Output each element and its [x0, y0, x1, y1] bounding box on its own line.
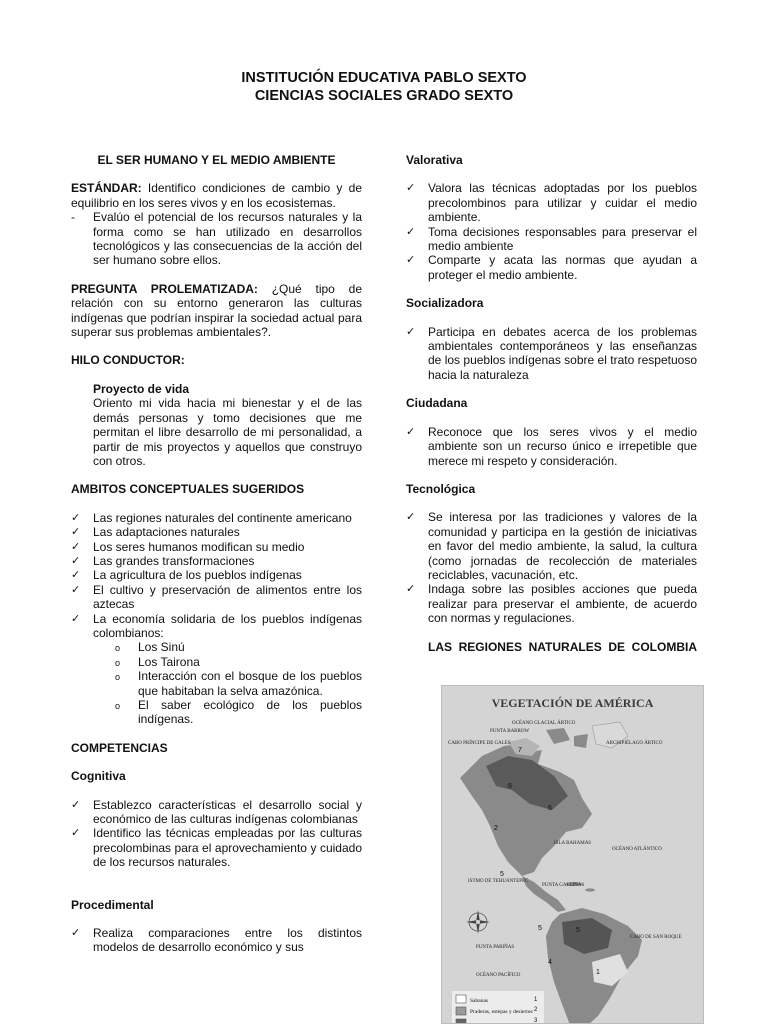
vegetation-map [441, 685, 704, 1024]
course-name: CIENCIAS SOCIALES GRADO SEXTO [254, 88, 514, 104]
list-item: ✓ Indaga sobre las posibles acciones que pueda realizar para preservar el ambiente, de acuerdo con normas y regulaciones. [406, 582, 697, 625]
pregunta-label: PREGUNTA PROLEMATIZADA: [71, 281, 258, 296]
list-item: ✓ Las adaptaciones naturales [71, 525, 362, 539]
ambitos-title: AMBITOS CONCEPTUALES SUGERIDOS [71, 482, 305, 497]
list-item: ✓ La economía solidaria de los pueblos indígenas colombianos: [71, 612, 362, 641]
map-label: OCÉANO GLACIAL ÁRTICO [512, 721, 576, 726]
region-number: 7 [518, 747, 522, 754]
list-item: ✓ Realiza comparaciones entre los distintos modelos de desarrollo económico y sus [71, 926, 362, 955]
socializadora-list [406, 325, 697, 383]
legend-number: 3 [534, 1018, 538, 1024]
map-label: PUNTA PARIÑAS [476, 945, 515, 950]
list-item: ✓ Las regiones naturales del continente americano [71, 511, 362, 525]
proyecto-text: Oriento mi vida hacia mi bienestar y el de las demás personas y tomo decisiones que me permitan el libre desarrollo de mi personalidad, a partir de mis proyectos y aquellos que construyo con otros. [93, 396, 362, 468]
left-column [71, 153, 362, 955]
central-america-shape [522, 876, 566, 912]
region-number: 2 [494, 825, 498, 832]
procedimental-list [71, 926, 362, 955]
region-number: 5 [576, 927, 580, 934]
map-label: ARCHIPIÉLAGO ÁRTICO [606, 741, 663, 746]
map-label: CABO DE SAN ROQUE [630, 935, 682, 940]
cognitiva-list [71, 798, 362, 870]
region-number: 1 [596, 969, 600, 976]
map-title: VEGETACIÓN DE AMÉRICA [491, 696, 654, 710]
legend-label: Praderas, estepas y desiertos [470, 1009, 533, 1015]
regiones-title: LAS REGIONES NATURALES DE COLOMBIA [428, 639, 697, 654]
pregunta-text: ¿Qué tipo de relación con su entorno generaron las culturas indígenas que podrían inspirar la sociedad actual para superar sus problemas ambientales?. [71, 281, 362, 340]
valorativa-title: Valorativa [406, 153, 463, 167]
list-item: ✓ La agricultura de los pueblos indígenas [71, 568, 362, 582]
caribbean-island [585, 888, 595, 891]
main-title: EL SER HUMANO Y EL MEDIO AMBIENTE [97, 153, 336, 167]
legend-number: 2 [534, 1007, 538, 1013]
map-label: OCÉANO ATLÁNTICO [612, 847, 662, 852]
right-column [406, 153, 697, 654]
estandar-item: - Evalúo el potencial de los recursos naturales y la forma como se han utilizado en desarrollos tecnológicos y las consecuencias de la acción del ser humano sobre ellos. [71, 210, 362, 268]
map-drawing [442, 686, 704, 1024]
list-item: o Interacción con el bosque de los pueblos que habitaban la selva amazónica. [93, 669, 362, 698]
region-number: 6 [548, 805, 552, 812]
competencias-title: COMPETENCIAS [71, 740, 168, 755]
list-item: ✓ El cultivo y preservación de alimentos entre los aztecas [71, 583, 362, 612]
list-item: ✓ Los seres humanos modifican su medio [71, 540, 362, 554]
hilo-title: HILO CONDUCTOR: [71, 353, 185, 368]
region-number: 8 [508, 783, 512, 790]
region-number: 5 [500, 871, 504, 878]
list-item: ✓ Identifico las técnicas empleadas por las culturas precolombinas para el aprovechamiento y cuidado de los recursos naturales. [71, 826, 362, 869]
region-number: 5 [538, 925, 542, 932]
map-legend [452, 991, 544, 1024]
list-item: ✓ Reconoce que los seres vivos y el medio ambiente son un recurso único e irrepetible que merece mi respeto y consideración. [406, 425, 697, 468]
region-number: 4 [548, 959, 552, 966]
cognitiva-title: Cognitiva [71, 769, 126, 784]
compass-rose [466, 910, 490, 934]
list-item: o Los Sinú [93, 640, 362, 654]
map-label: CABO PRÍNCIPE DE GALES [448, 741, 511, 746]
valorativa-list [406, 181, 697, 282]
list-item: ✓ Toma decisiones responsables para preservar el medio ambiente [406, 225, 697, 254]
list-item: ✓ Participa en debates acerca de los problemas ambientales contemporáneos y las enseñanzas de los pueblos indígenas sobre el trato respetuoso hacia la naturaleza [406, 325, 697, 383]
map-label: PUNTA BARROW [490, 729, 530, 734]
list-item: ✓ Establezco características el desarrollo social y económico de las culturas indígenas colombianas [71, 798, 362, 827]
list-item: ✓ Comparte y acata las normas que ayudan a proteger el medio ambiente. [406, 253, 697, 282]
ambitos-list [71, 511, 362, 641]
socializadora-title: Socializadora [406, 296, 484, 311]
list-item: o El saber ecológico de los pueblos indígenas. [93, 698, 362, 727]
legend-number: 1 [534, 997, 538, 1003]
pueblos-sublist [93, 640, 362, 726]
list-item: ✓ Se interesa por las tradiciones y valores de la comunidad y participa en la gestión de iniciativas en favor del medio ambiente, la salud, la cultura (como jornadas de recolección de materiales reciclables, vacunación, etc. [406, 510, 697, 582]
school-name: INSTITUCIÓN EDUCATIVA PABLO SEXTO [241, 70, 527, 86]
ciudadana-title: Ciudadana [406, 396, 468, 411]
list-item: ✓ Las grandes transformaciones [71, 554, 362, 568]
arctic-islands-shape [546, 728, 588, 748]
legend-label: Sabanas [470, 998, 489, 1004]
ciudadana-list [406, 425, 697, 468]
map-label: PUNTA GALLINAS [542, 883, 585, 888]
map-label: ISLA BAHAMAS [554, 841, 592, 846]
list-item: ✓ Valora las técnicas adoptadas por los pueblos precolombinos para utilizar y cuidar el medio ambiente. [406, 181, 697, 224]
page-header [0, 69, 768, 105]
estandar-paragraph [71, 181, 362, 210]
estandar-label: ESTÁNDAR: [71, 181, 142, 196]
map-label: ISTMO DE TEHUANTEPEC [468, 879, 529, 884]
tecnologica-list [406, 510, 697, 625]
estandar-list [71, 210, 362, 268]
estandar-text: Identifico condiciones de cambio y de equilibrio en los seres vivos y en los ecosistemas. [71, 181, 362, 210]
map-label: OCÉANO PACÍFICO [476, 973, 521, 978]
tecnologica-title: Tecnológica [406, 481, 476, 496]
pregunta-paragraph [71, 282, 362, 340]
procedimental-title: Procedimental [71, 897, 154, 912]
list-item: o Los Tairona [93, 655, 362, 669]
proyecto-title: Proyecto de vida [93, 381, 190, 396]
